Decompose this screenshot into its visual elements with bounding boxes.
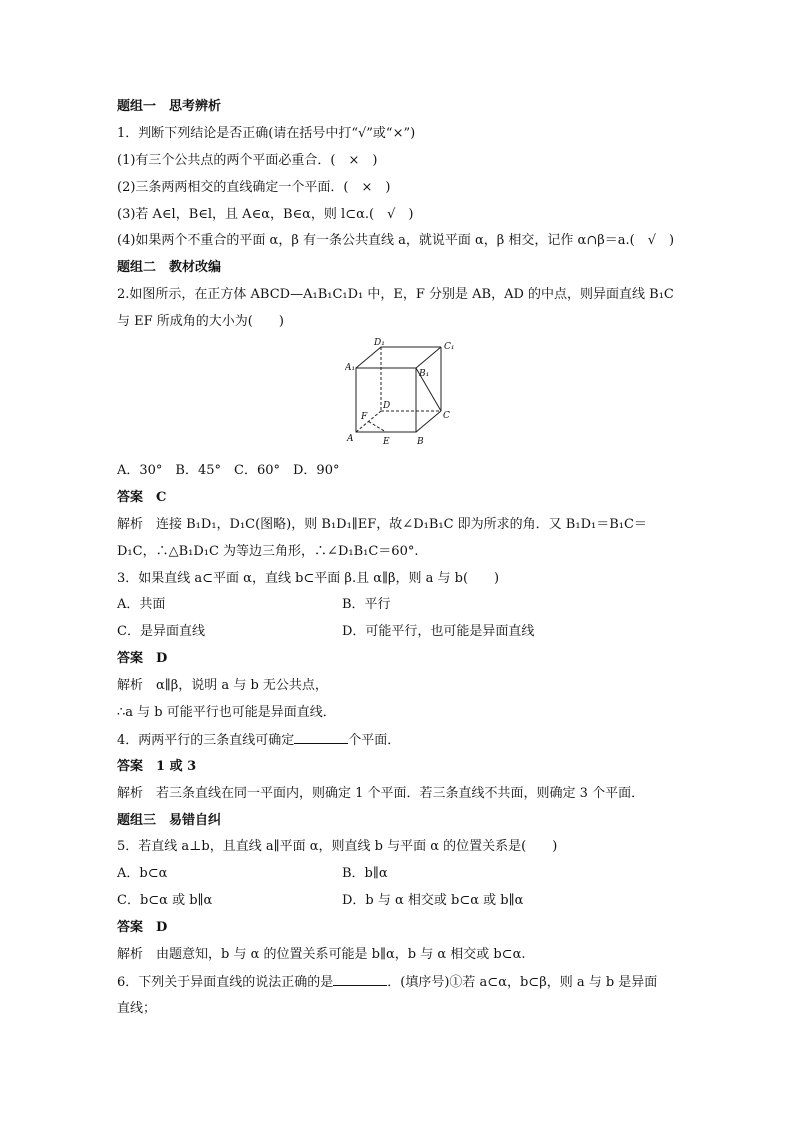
- question-3-answer: 答案 D: [117, 651, 168, 667]
- edge-b1-c1: [416, 347, 441, 368]
- label-d: D: [383, 401, 391, 412]
- cube-diagram: [345, 338, 455, 450]
- edge-a1-d1: [356, 347, 381, 368]
- question-3-options-row-1: [117, 594, 682, 615]
- question-6: [117, 971, 682, 992]
- question-4: [117, 729, 682, 750]
- label-b: B: [417, 437, 424, 448]
- cube-front-face: [356, 368, 416, 432]
- question-3-explanation-2: ∴a 与 b 可能平行也可能是异面直线．: [117, 705, 336, 721]
- question-1-item-3: (3)若 A∈l，B∈l，且 A∈α，B∈α，则 l⊂α.( √ ): [117, 206, 414, 222]
- question-2-line-1: 2.如图所示，在正方体 ABCD—A₁B₁C₁D₁ 中，E，F 分别是 AB，AD 的中点，则异面直线 B₁C: [117, 287, 674, 303]
- document-page: [117, 96, 682, 1025]
- option-c: C．是异面直线: [117, 624, 205, 640]
- question-3-options-row-2: [117, 621, 682, 642]
- question-5: 5．若直线 a⊥b，且直线 a∥平面 α，则直线 b 与平面 α 的位置关系是( ): [117, 839, 558, 855]
- label-b1: B₁: [419, 369, 430, 380]
- question-6-text: 6．下列关于异面直线的说法正确的是: [117, 974, 334, 990]
- label-a: A: [347, 434, 354, 445]
- question-4-text-end: 个平面．: [348, 732, 401, 748]
- question-2-explanation-1: 解析 连接 B₁D₁，D₁C(图略)，则 B₁D₁∥EF，故∠D₁B₁C 即为所求的角．又 B₁D₁＝B₁C＝: [117, 516, 647, 532]
- question-4-text: 4．两两平行的三条直线可确定: [117, 732, 295, 748]
- option-b: B．平行: [342, 597, 391, 613]
- option-b: B．b∥α: [342, 866, 388, 882]
- option-c: C．b⊂α 或 b∥α: [117, 893, 213, 909]
- label-c1: C₁: [444, 342, 455, 353]
- option-a: A．共面: [117, 597, 166, 613]
- edge-b-c: [416, 411, 441, 432]
- question-1-item-4: (4)如果两个不重合的平面 α，β 有一条公共直线 a，就说平面 α，β 相交，记作 α∩β＝a.( √ ): [117, 233, 675, 249]
- segment-f-e: [369, 422, 387, 433]
- question-6-text-end: ．(填序号)①若 a⊂α，b⊂β，则 a 与 b 是异面: [387, 974, 658, 990]
- label-a1: A₁: [345, 363, 356, 374]
- answer-blank: [333, 971, 387, 986]
- option-d: D．b 与 α 相交或 b⊂α 或 b∥α: [342, 893, 524, 909]
- question-6-line-2: 直线；: [117, 1000, 157, 1016]
- label-f: F: [361, 412, 368, 423]
- question-4-answer: 答案 1 或 3: [117, 758, 197, 774]
- question-2-line-2: 与 EF 所成角的大小为( ): [117, 314, 284, 330]
- group-heading-3: 题组三 易错自纠: [117, 812, 222, 828]
- question-1: 1．判断下列结论是否正确(请在括号中打“√”或“×”): [117, 125, 416, 141]
- label-c: C: [443, 411, 450, 422]
- group-heading-1: 题组一 思考辨析: [117, 99, 222, 114]
- cube-figure: [117, 338, 682, 454]
- question-5-explanation: 解析 由题意知，b 与 α 的位置关系可能是 b∥α，b 与 α 相交或 b⊂α.: [117, 947, 526, 963]
- option-a: A．b⊂α: [117, 866, 168, 882]
- question-3-explanation-1: 解析 α∥β，说明 a 与 b 无公共点，: [117, 678, 328, 694]
- label-d1: D₁: [374, 338, 385, 349]
- question-2-explanation-2: D₁C，∴△B₁D₁C 为等边三角形，∴∠D₁B₁C＝60°.: [117, 543, 419, 559]
- question-5-options-row-2: [117, 890, 682, 911]
- question-5-answer: 答案 D: [117, 920, 168, 936]
- group-heading-2: 题组二 教材改编: [117, 260, 222, 276]
- option-d: D．可能平行，也可能是异面直线: [342, 624, 535, 640]
- answer-blank: [294, 729, 348, 744]
- question-2-answer: 答案 C: [117, 489, 167, 505]
- label-e: E: [383, 437, 390, 448]
- question-4-explanation: 解析 若三条直线在同一平面内，则确定 1 个平面．若三条直线不共面，则确定 3 个平面．: [117, 785, 645, 801]
- question-1-item-2: (2)三条两两相交的直线确定一个平面．( × ): [117, 179, 391, 195]
- question-5-options-row-1: [117, 863, 682, 884]
- question-1-item-1: (1)有三个公共点的两个平面必重合．( × ): [117, 152, 378, 168]
- question-2-options: A．30° B．45° C．60° D．90°: [117, 463, 340, 479]
- question-3: 3．如果直线 a⊂平面 α，直线 b⊂平面 β.且 α∥β，则 a 与 b( ): [117, 570, 500, 586]
